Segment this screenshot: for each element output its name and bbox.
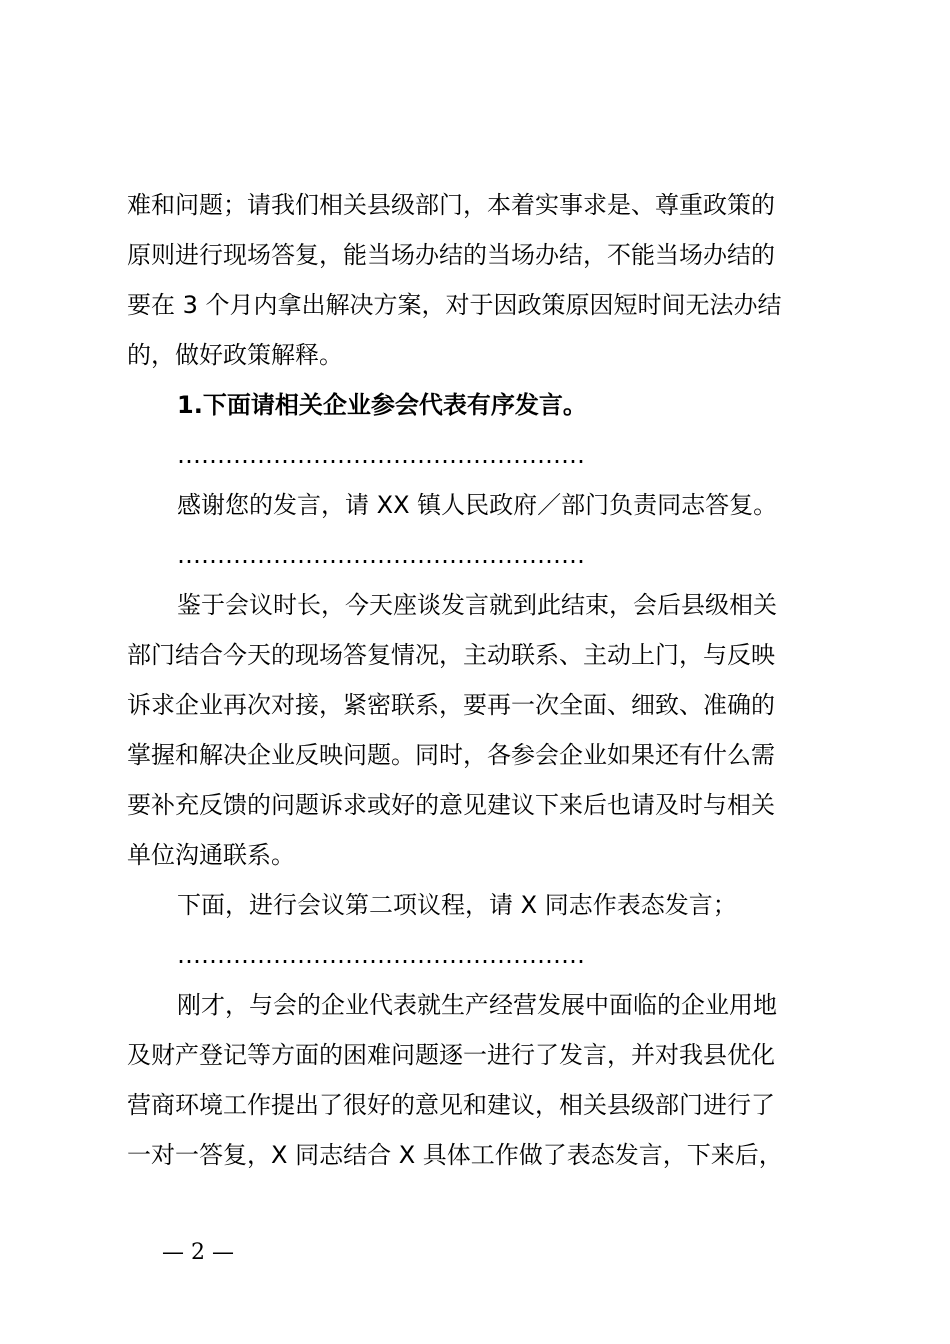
ellipsis-line: ……………………………………………	[177, 441, 585, 469]
text-line: 营商环境工作提出了很好的意见和建议，相关县级部门进行了	[127, 1091, 775, 1119]
ellipsis-line: ……………………………………………	[177, 941, 585, 969]
section-heading: 1.下面请相关企业参会代表有序发言。	[177, 391, 587, 419]
text-line: 刚才，与会的企业代表就生产经营发展中面临的企业用地	[177, 991, 777, 1019]
text-line: 感谢您的发言，请 XX 镇人民政府／部门负责同志答复。	[177, 491, 778, 519]
text-line: 单位沟通联系。	[127, 841, 295, 869]
text-line: 原则进行现场答复，能当场办结的当场办结，不能当场办结的	[127, 241, 775, 269]
text-line: 难和问题；请我们相关县级部门，本着实事求是、尊重政策的	[127, 191, 775, 219]
text-line: 要补充反馈的问题诉求或好的意见建议下来后也请及时与相关	[127, 791, 775, 819]
text-line: 下面，进行会议第二项议程，请 X 同志作表态发言；	[177, 891, 737, 919]
text-line: 鉴于会议时长，今天座谈发言就到此结束，会后县级相关	[177, 591, 777, 619]
text-line: 部门结合今天的现场答复情况，主动联系、主动上门，与反映	[127, 641, 775, 669]
page-number: — 2 —	[162, 1240, 234, 1265]
ellipsis-line: ……………………………………………	[177, 541, 585, 569]
document-body	[127, 180, 837, 1180]
text-line: 的，做好政策解释。	[127, 341, 343, 369]
text-line: 及财产登记等方面的困难问题逐一进行了发言，并对我县优化	[127, 1041, 775, 1069]
text-line: 一对一答复，X 同志结合 X 具体工作做了表态发言，下来后，	[127, 1141, 783, 1169]
text-line: 要在 3 个月内拿出解决方案，对于因政策原因短时间无法办结	[127, 291, 782, 319]
text-line: 掌握和解决企业反映问题。同时，各参会企业如果还有什么需	[127, 741, 775, 769]
text-line: 诉求企业再次对接，紧密联系，要再一次全面、细致、准确的	[127, 691, 775, 719]
